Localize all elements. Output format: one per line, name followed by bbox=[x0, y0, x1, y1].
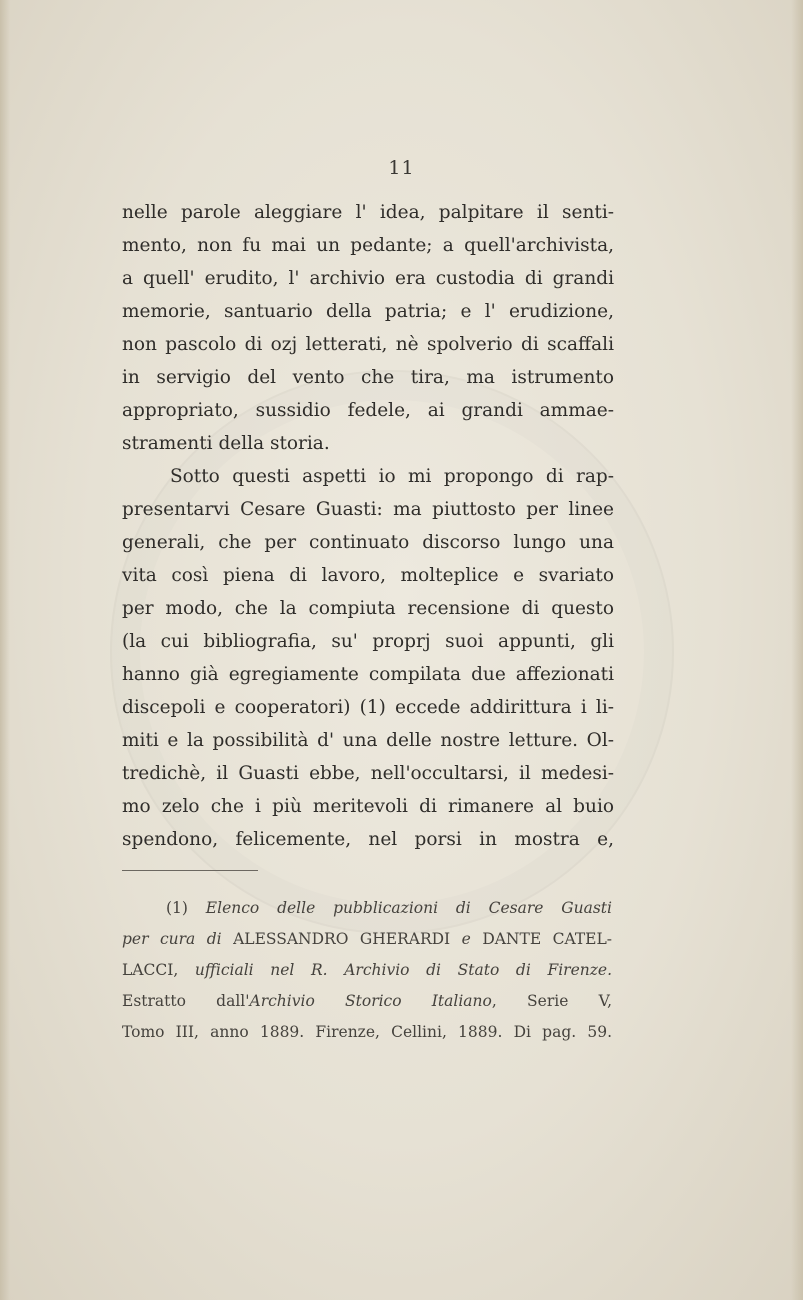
footnote-line bbox=[122, 893, 612, 924]
text-line: tredichè, il Guasti ebbe, nell'occultarsi, il medesi- bbox=[122, 763, 614, 784]
footnote-author: ALESSANDRO GHERARDI bbox=[233, 930, 451, 948]
text-line: appropriato, sussidio fedele, ai grandi ammae- bbox=[122, 400, 614, 421]
page-number: 11 bbox=[388, 157, 415, 179]
text-line: nelle parole aleggiare l' idea, palpitare il senti- bbox=[122, 202, 614, 223]
text-line: generali, che per continuato discorso lungo una bbox=[122, 532, 614, 553]
page-edge-left bbox=[0, 0, 10, 1300]
footnote-text: , Serie V, bbox=[491, 992, 613, 1010]
footnote-marker: (1) bbox=[166, 899, 188, 917]
text-line: in servigio del vento che tira, ma istrumento bbox=[122, 367, 614, 388]
footnote-line: Tomo III, anno 1889. Firenze, Cellini, 1889. Di pag. 59. bbox=[122, 1023, 612, 1041]
footnote-divider bbox=[122, 870, 258, 871]
text-line: (la cui bibliografia, su' proprj suoi appunti, gli bbox=[122, 631, 614, 652]
footnote bbox=[122, 893, 612, 1048]
text-line: miti e la possibilità d' una delle nostre letture. Ol- bbox=[122, 730, 614, 751]
footnote-line bbox=[122, 924, 612, 955]
body-text bbox=[122, 196, 614, 856]
footnote-line bbox=[122, 955, 612, 986]
footnote-text: Estratto dall' bbox=[122, 992, 250, 1010]
footnote-author: DANTE CATEL- bbox=[482, 930, 612, 948]
page-edge-right bbox=[791, 0, 803, 1300]
text-line: hanno già egregiamente compilata due affezionati bbox=[122, 664, 614, 685]
text-line: mento, non fu mai un pedante; a quell'archivista, bbox=[122, 235, 614, 256]
text-line: memorie, santuario della patria; e l' erudizione, bbox=[122, 301, 614, 322]
text-line: presentarvi Cesare Guasti: ma piuttosto per linee bbox=[122, 499, 614, 520]
text-line: mo zelo che i più meritevoli di rimanere al buio bbox=[122, 796, 614, 817]
text-line: discepoli e cooperatori) (1) eccede addirittura i li- bbox=[122, 697, 614, 718]
text-line: non pascolo di ozj letterati, nè spolverio di scaffali bbox=[122, 334, 614, 355]
text-line: stramenti della storia. bbox=[122, 433, 330, 454]
text-line: a quell' erudito, l' archivio era custodia di grandi bbox=[122, 268, 614, 289]
footnote-text: ufficiali nel R. Archivio di Stato di Firenze. bbox=[194, 961, 612, 979]
text-line: spendono, felicemente, nel porsi in mostra e, bbox=[122, 829, 614, 850]
footnote-journal: Archivio Storico Italiano bbox=[249, 992, 492, 1010]
footnote-title: Elenco delle pubblicazioni di Cesare Guasti bbox=[205, 899, 612, 917]
footnote-author: LACCI, bbox=[122, 961, 179, 979]
footnote-line bbox=[122, 986, 612, 1017]
text-line: Sotto questi aspetti io mi propongo di rap- bbox=[170, 466, 614, 487]
footnote-text: e bbox=[461, 930, 471, 948]
footnote-text: per cura di bbox=[122, 930, 222, 948]
text-line: vita così piena di lavoro, molteplice e svariato bbox=[122, 565, 614, 586]
text-line: per modo, che la compiuta recensione di questo bbox=[122, 598, 614, 619]
